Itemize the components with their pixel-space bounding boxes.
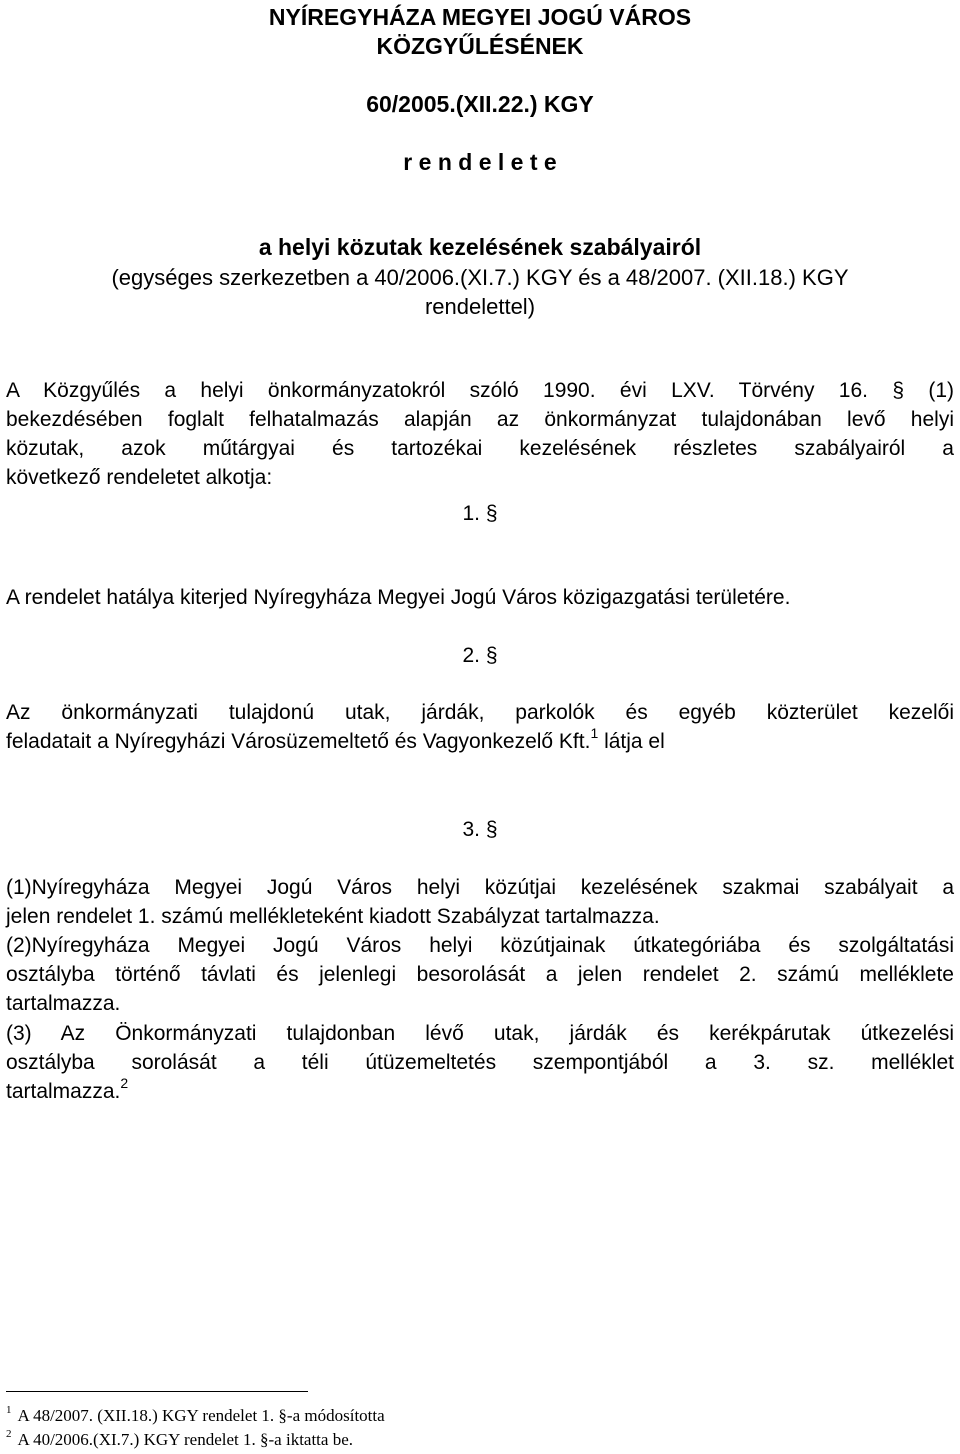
section-3-text-end: tartalmazza. <box>6 1080 121 1103</box>
section-2-text-end: látja el <box>598 730 665 753</box>
section-3-line: tartalmazza. <box>6 992 121 1015</box>
footnote-text: A 40/2006.(XI.7.) KGY rendelet 1. §-a iktatta be. <box>17 1430 354 1449</box>
section-2-line-1: Az önkormányzati tulajdonú utak, járdák, parkolók és egyéb közterület kezelői <box>6 701 954 724</box>
section-1-heading: 1. § <box>462 502 498 525</box>
preamble-line: A Közgyűlés a helyi önkormányzatokról szóló 1990. évi LXV. Törvény 16. § (1) <box>6 379 954 402</box>
section-2-text: feladatait a Nyíregyházi Városüzemeltető és Vagyonkezelő Kft. <box>6 730 591 753</box>
footnote-mark: 1 <box>6 1404 12 1417</box>
section-3-line: osztályba sorolását a téli útüzemeltetés szempontjából a 3. sz. melléklet <box>6 1051 954 1074</box>
consolidation-note-2: rendelettel) <box>424 294 536 319</box>
footnote-mark: 2 <box>6 1428 12 1441</box>
section-3-line: osztályba történő távlati és jelenlegi besorolását a jelen rendelet 2. számú melléklete <box>6 963 954 986</box>
section-3-line: jelen rendelet 1. számú mellékleteként kiadott Szabályzat tartalmazza. <box>6 905 660 928</box>
section-3-line: (3) Az Önkormányzati tulajdonban lévő utak, járdák és kerékpárutak útkezelési <box>6 1022 954 1045</box>
section-3-last-line <box>6 1077 954 1106</box>
regulation-subject: a helyi közutak kezelésének szabályairól <box>258 234 702 260</box>
footnote-2 <box>6 1429 353 1451</box>
section-3-line: (1)Nyíregyháza Megyei Jogú Város helyi közútjai kezelésének szakmai szabályait a <box>6 876 954 899</box>
title-line-2: KÖZGYŰLÉSÉNEK <box>376 33 584 59</box>
section-3-line: (2)Nyíregyháza Megyei Jogú Város helyi közútjainak útkategóriába és szolgáltatási <box>6 934 954 957</box>
section-2-line-2 <box>6 727 954 756</box>
section-1-text: A rendelet hatálya kiterjed Nyíregyháza Megyei Jogú Város közigazgatási területére. <box>6 586 791 609</box>
consolidation-note-1: (egységes szerkezetben a 40/2006.(XI.7.) KGY és a 48/2007. (XII.18.) KGY <box>111 265 849 290</box>
footnote-separator <box>6 1391 308 1392</box>
footnote-text: A 48/2007. (XII.18.) KGY rendelet 1. §-a módosította <box>17 1406 385 1425</box>
section-2-heading: 2. § <box>462 644 498 667</box>
section-3-heading: 3. § <box>462 818 498 841</box>
footnote-ref-1[interactable]: 1 <box>590 725 599 741</box>
preamble-line: közutak, azok műtárgyai és tartozékai kezelésének részletes szabályairól a <box>6 437 954 460</box>
regulation-kind: r e n d e l e t e <box>403 149 557 175</box>
regulation-number: 60/2005.(XII.22.) KGY <box>366 91 594 117</box>
title-line-1: NYÍREGYHÁZA MEGYEI JOGÚ VÁROS <box>268 4 692 30</box>
preamble-line: következő rendeletet alkotja: <box>6 466 273 489</box>
preamble-line: bekezdésében foglalt felhatalmazás alapján az önkormányzat tulajdonában levő helyi <box>6 408 954 431</box>
footnote-ref-2[interactable]: 2 <box>120 1075 129 1091</box>
footnote-1 <box>6 1405 385 1427</box>
